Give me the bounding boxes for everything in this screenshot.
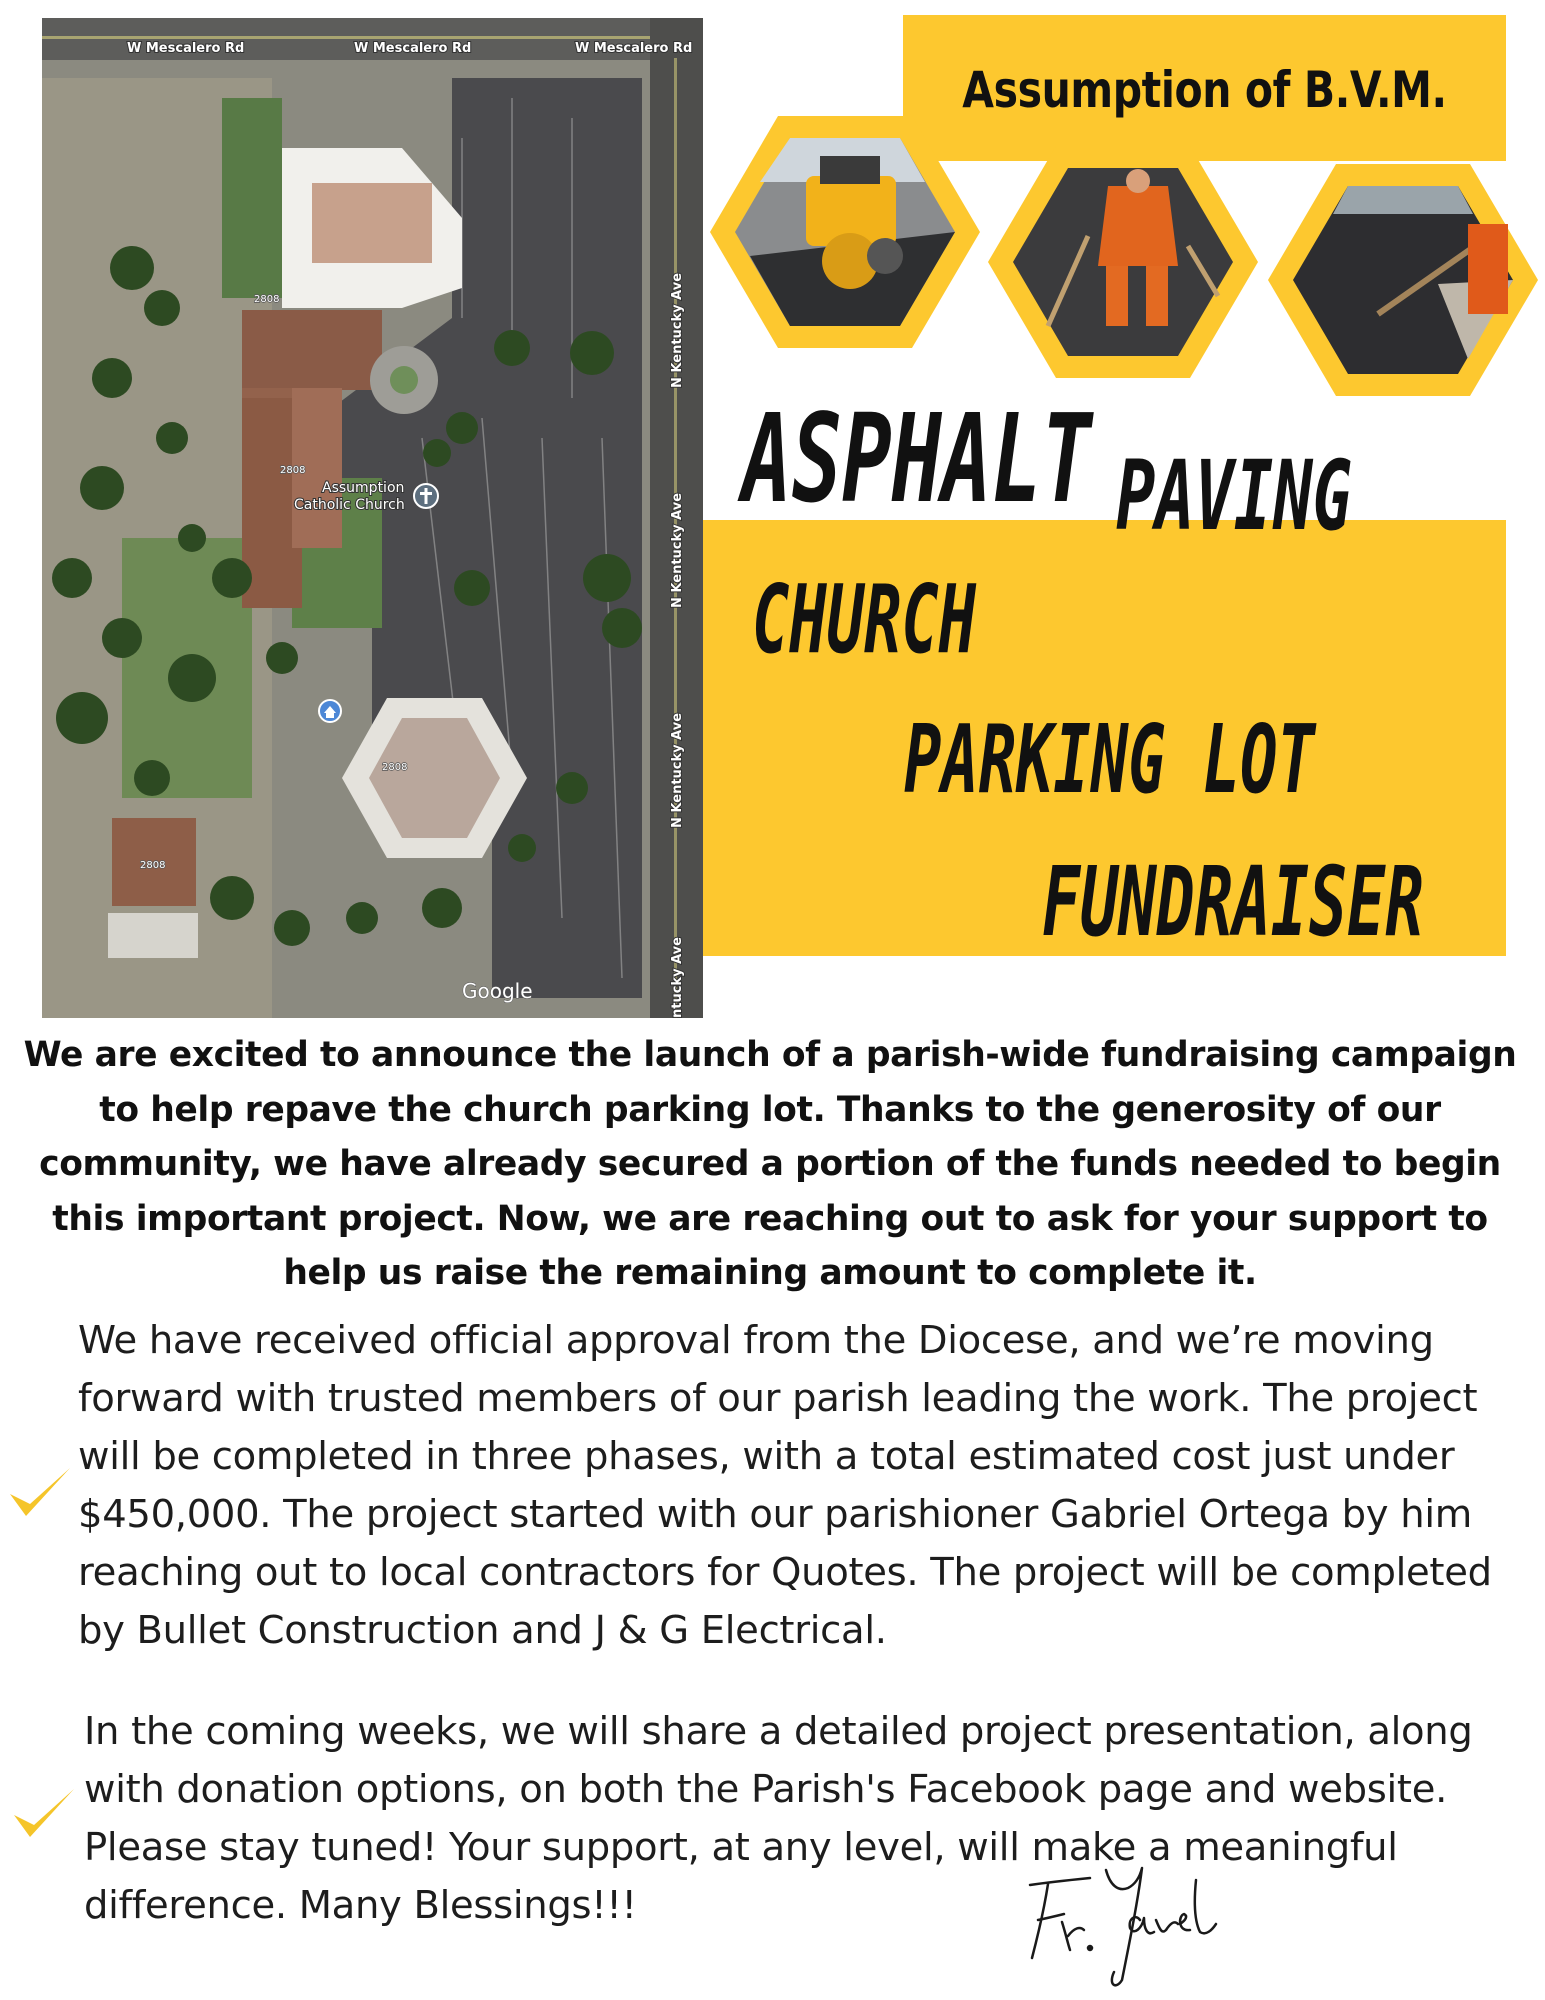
road-label-kentucky-2: N Kentucky Ave <box>670 492 685 608</box>
building-number: 2808 <box>280 465 306 476</box>
headline-fundraiser: FUNDRAISER <box>1042 846 1424 958</box>
paragraph-approval: We have received official approval from the Diocese, and we’re moving forward with trusted members of our parish leading the work. The project will be completed in three phases, with a total estimated cost just under $450,000. The project started with our parishioner Gabriel Ortega by him reaching out to local contractors for Quotes. The project will be completed by Bullet Construction and J & G Electrical. <box>78 1318 1492 1653</box>
road-label-mescalero-3: W Mescalero Rd <box>575 41 693 56</box>
road-label-kentucky-4: ntucky Ave <box>670 937 685 1018</box>
road-label-kentucky-3: N Kentucky Ave <box>670 712 685 828</box>
checkmark-icon <box>6 1464 74 1524</box>
hex-photo-road-roller <box>710 116 980 348</box>
paragraph-coming-weeks: In the coming weeks, we will share a detailed project presentation, along with donation options, on both the Parish's Facebook page and website. Please stay tuned! Your support, at any level, will make a meaningful difference. Many Blessings!!! <box>84 1709 1473 1928</box>
road-label-kentucky-1: N Kentucky Ave <box>670 272 685 388</box>
title-banner <box>903 15 1506 161</box>
checkmark-icon <box>10 1785 78 1845</box>
signature <box>1010 1840 1220 1990</box>
building-number: 2808 <box>140 860 166 871</box>
aerial-map <box>42 18 703 1018</box>
parish-name: Assumption of B.V.M. <box>962 61 1447 119</box>
headline-church: CHURCH <box>752 566 977 675</box>
hex-photo-workers-raking <box>988 146 1258 378</box>
hex-photo-worker-shoveling <box>1268 164 1538 396</box>
building-number: 2808 <box>382 762 408 773</box>
home-icon <box>319 700 341 722</box>
headline-parking-lot: PARKING LOT <box>904 706 1315 815</box>
road-label-mescalero-1: W Mescalero Rd <box>127 41 245 56</box>
road-label-mescalero-2: W Mescalero Rd <box>354 41 472 56</box>
church-icon <box>414 484 438 508</box>
map-graphic <box>42 18 703 1018</box>
headline-paving: PAVING <box>1116 440 1352 552</box>
intro-paragraph: We are excited to announce the launch of a parish-wide fundraising campaign to help repave the church parking lot. Thanks to the generosity of our community, we have already secured a portion of the funds needed to begin this important project. Now, we are reaching out to ask for your support to help us raise the remaining amount to complete it. <box>23 1035 1517 1293</box>
place-label-line2: Catholic Church <box>294 497 405 513</box>
google-watermark: Google <box>462 979 533 1003</box>
building-number: 2808 <box>254 294 280 305</box>
headline-asphalt: ASPHALT <box>742 388 1092 530</box>
place-label-line1: Assumption <box>322 480 405 496</box>
